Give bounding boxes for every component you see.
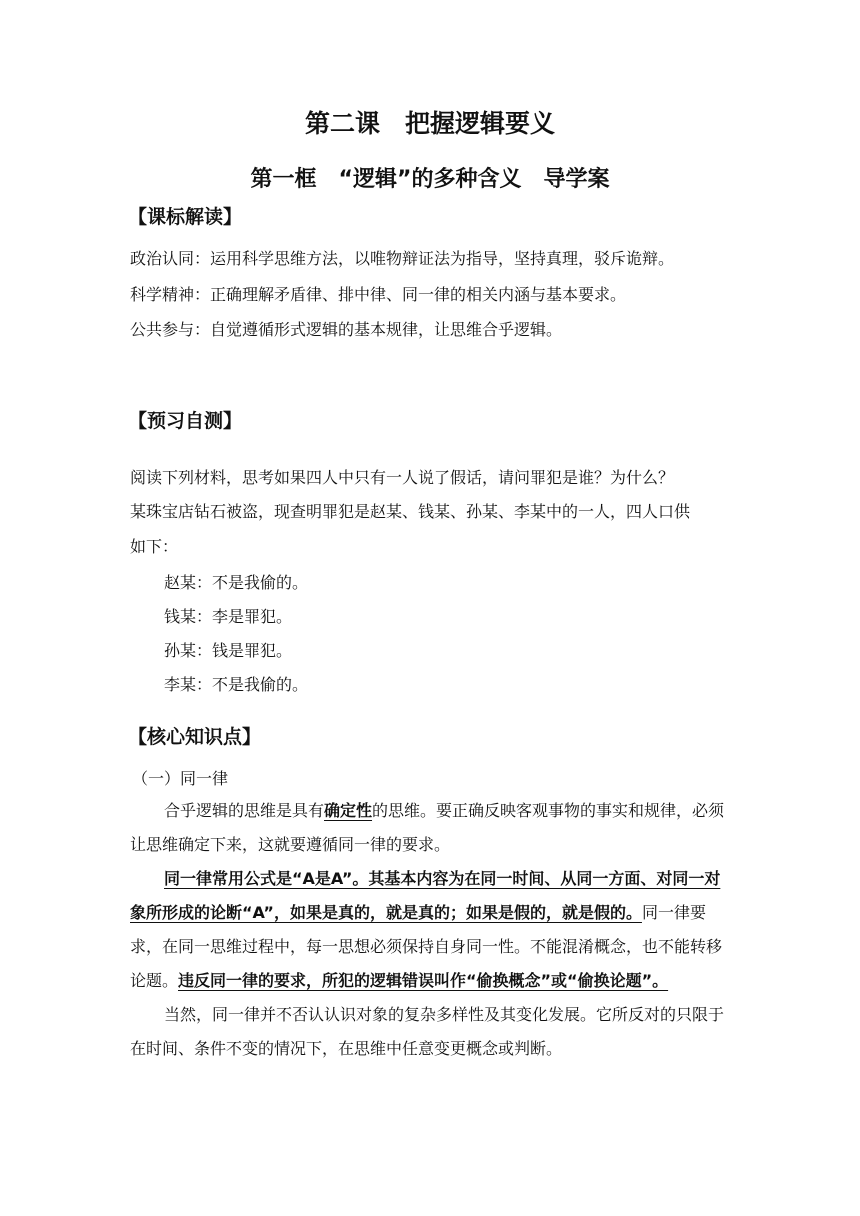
statement-qian: 钱某：李是罪犯。 bbox=[164, 607, 293, 626]
statement-sun: 孙某：钱是罪犯。 bbox=[164, 641, 293, 660]
paragraph-1 bbox=[130, 794, 732, 862]
key-term: 确定性 bbox=[324, 801, 373, 820]
statement-li: 李某：不是我偷的。 bbox=[164, 675, 309, 694]
section-heading-yuxi: 【预习自测】 bbox=[128, 410, 243, 432]
page-subtitle: 第一框 “逻辑”的多种含义 导学案 bbox=[250, 167, 610, 192]
material-text: 某珠宝店钻石被盗，现查明罪犯是赵某、钱某、孙某、李某中的一人，四人口供 bbox=[130, 502, 691, 521]
subsection-title: （一）同一律 bbox=[132, 769, 229, 788]
page-title: 第二课 把握逻辑要义 bbox=[304, 109, 555, 138]
paragraph-3: 当然，同一律并不否认认识对象的复杂多样性及其变化发展。它所反对的只限于在时间、条件不变的情况下，在思维中任意变更概念或判断。 bbox=[130, 1005, 725, 1058]
knowledge-paragraphs bbox=[130, 794, 732, 1066]
key-statement: 同一律常用公式是“A是A”。其基本内容为在同一时间、从同一方面、对同一对象所形成的论断“A”，如果是真的，就是真的；如果是假的，就是假的。 bbox=[130, 869, 721, 922]
text-run: 的思维。要正确反映客观事物的事实和规律，必须让思维确定下来，这就要遵循同一律的要求。 bbox=[130, 801, 725, 854]
material-text: 如下： bbox=[130, 537, 179, 556]
statement-zhao: 赵某：不是我偷的。 bbox=[164, 573, 309, 592]
text-run: 合乎逻辑的思维是具有 bbox=[164, 801, 325, 820]
paragraph-2 bbox=[130, 862, 732, 998]
section-heading-hexin: 【核心知识点】 bbox=[128, 726, 262, 748]
text-run: 同一律要求，在同一思维过程中，每一思想必须保持自身同一性。不能混淆概念，也不能转移论题。 bbox=[130, 903, 723, 990]
text-line: 科学精神：正确理解矛盾律、排中律、同一律的相关内涵与基本要求。 bbox=[130, 285, 627, 304]
text-line: 公共参与：自觉遵循形式逻辑的基本规律，让思维合乎逻辑。 bbox=[130, 320, 563, 339]
text-line: 政治认同：运用科学思维方法，以唯物辩证法为指导，坚持真理，驳斥诡辩。 bbox=[130, 249, 675, 268]
section-heading-biaozhun: 【课标解读】 bbox=[128, 206, 243, 228]
question-text: 阅读下列材料，思考如果四人中只有一人说了假话，请问罪犯是谁？为什么？ bbox=[130, 468, 675, 487]
key-statement: 违反同一律的要求，所犯的逻辑错误叫作“偷换概念”或“偷换论题”。 bbox=[178, 971, 669, 990]
